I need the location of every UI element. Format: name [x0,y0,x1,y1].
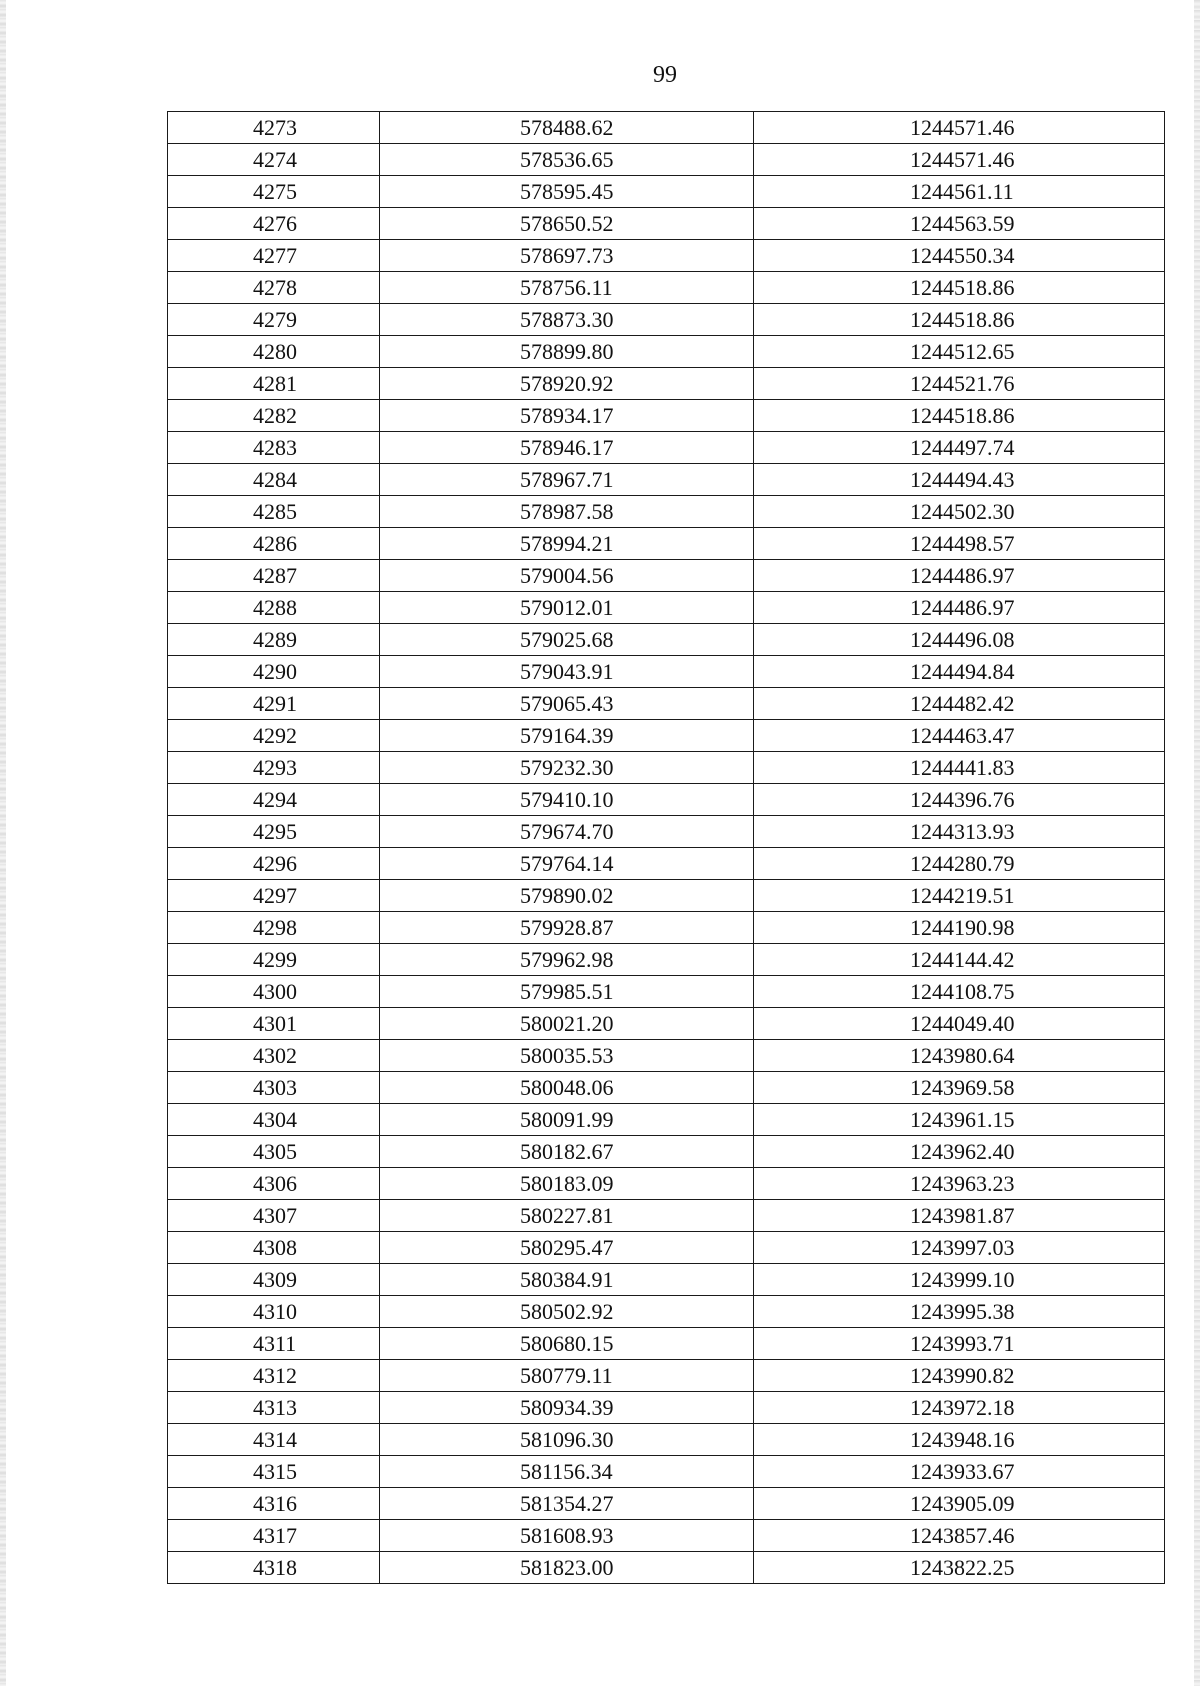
x-coordinate-cell: 579962.98 [380,944,754,976]
point-number-cell: 4290 [168,656,380,688]
x-coordinate-cell: 578650.52 [380,208,754,240]
x-coordinate-cell: 580502.92 [380,1296,754,1328]
x-coordinate-cell: 578756.11 [380,272,754,304]
y-coordinate-cell: 1244518.86 [754,304,1165,336]
y-coordinate-cell: 1243980.64 [754,1040,1165,1072]
point-number-cell: 4293 [168,752,380,784]
y-coordinate-cell: 1244521.76 [754,368,1165,400]
point-number-cell: 4294 [168,784,380,816]
table-row [168,1136,1165,1168]
table-row [168,1456,1165,1488]
y-coordinate-cell: 1244280.79 [754,848,1165,880]
table-row [168,848,1165,880]
x-coordinate-cell: 580779.11 [380,1360,754,1392]
scan-edge-left [0,0,6,1686]
y-coordinate-cell: 1244571.46 [754,144,1165,176]
y-coordinate-cell: 1244482.42 [754,688,1165,720]
table-row [168,1520,1165,1552]
table-row [168,1392,1165,1424]
table-row [168,144,1165,176]
point-number-cell: 4286 [168,528,380,560]
y-coordinate-cell: 1244497.74 [754,432,1165,464]
y-coordinate-cell: 1244486.97 [754,560,1165,592]
table-row [168,592,1165,624]
table-row [168,880,1165,912]
coordinates-table [167,111,1165,1584]
point-number-cell: 4308 [168,1232,380,1264]
y-coordinate-cell: 1244512.65 [754,336,1165,368]
table-row [168,1424,1165,1456]
y-coordinate-cell: 1244144.42 [754,944,1165,976]
table-row [168,1104,1165,1136]
y-coordinate-cell: 1243857.46 [754,1520,1165,1552]
table-row [168,1008,1165,1040]
x-coordinate-cell: 581354.27 [380,1488,754,1520]
y-coordinate-cell: 1244108.75 [754,976,1165,1008]
x-coordinate-cell: 579004.56 [380,560,754,592]
point-number-cell: 4317 [168,1520,380,1552]
y-coordinate-cell: 1243997.03 [754,1232,1165,1264]
y-coordinate-cell: 1244396.76 [754,784,1165,816]
y-coordinate-cell: 1244563.59 [754,208,1165,240]
table-row [168,816,1165,848]
x-coordinate-cell: 581156.34 [380,1456,754,1488]
x-coordinate-cell: 579985.51 [380,976,754,1008]
y-coordinate-cell: 1244518.86 [754,272,1165,304]
y-coordinate-cell: 1244502.30 [754,496,1165,528]
table-row [168,432,1165,464]
table-row [168,656,1165,688]
x-coordinate-cell: 578994.21 [380,528,754,560]
point-number-cell: 4318 [168,1552,380,1584]
point-number-cell: 4296 [168,848,380,880]
y-coordinate-cell: 1244498.57 [754,528,1165,560]
x-coordinate-cell: 578899.80 [380,336,754,368]
point-number-cell: 4299 [168,944,380,976]
point-number-cell: 4278 [168,272,380,304]
point-number-cell: 4277 [168,240,380,272]
point-number-cell: 4311 [168,1328,380,1360]
table-row [168,528,1165,560]
y-coordinate-cell: 1244494.84 [754,656,1165,688]
x-coordinate-cell: 579764.14 [380,848,754,880]
table-row [168,560,1165,592]
point-number-cell: 4304 [168,1104,380,1136]
table-row [168,208,1165,240]
y-coordinate-cell: 1243962.40 [754,1136,1165,1168]
table-row [168,1328,1165,1360]
y-coordinate-cell: 1244463.47 [754,720,1165,752]
y-coordinate-cell: 1244518.86 [754,400,1165,432]
y-coordinate-cell: 1243995.38 [754,1296,1165,1328]
y-coordinate-cell: 1243963.23 [754,1168,1165,1200]
x-coordinate-cell: 579012.01 [380,592,754,624]
x-coordinate-cell: 578536.65 [380,144,754,176]
x-coordinate-cell: 578920.92 [380,368,754,400]
table-row [168,112,1165,144]
point-number-cell: 4315 [168,1456,380,1488]
point-number-cell: 4285 [168,496,380,528]
point-number-cell: 4305 [168,1136,380,1168]
table-row [168,752,1165,784]
x-coordinate-cell: 578967.71 [380,464,754,496]
x-coordinate-cell: 580091.99 [380,1104,754,1136]
point-number-cell: 4302 [168,1040,380,1072]
table-row [168,912,1165,944]
point-number-cell: 4291 [168,688,380,720]
x-coordinate-cell: 580035.53 [380,1040,754,1072]
table-row [168,304,1165,336]
x-coordinate-cell: 580182.67 [380,1136,754,1168]
point-number-cell: 4284 [168,464,380,496]
table-row [168,368,1165,400]
point-number-cell: 4273 [168,112,380,144]
y-coordinate-cell: 1243822.25 [754,1552,1165,1584]
scan-edge-right [1194,0,1200,1686]
x-coordinate-cell: 579065.43 [380,688,754,720]
table-row [168,976,1165,1008]
table-row [168,1072,1165,1104]
table-row [168,1168,1165,1200]
y-coordinate-cell: 1243993.71 [754,1328,1165,1360]
table-row [168,1200,1165,1232]
table-row [168,1488,1165,1520]
x-coordinate-cell: 580021.20 [380,1008,754,1040]
point-number-cell: 4312 [168,1360,380,1392]
y-coordinate-cell: 1243990.82 [754,1360,1165,1392]
x-coordinate-cell: 579164.39 [380,720,754,752]
table-row [168,1040,1165,1072]
x-coordinate-cell: 580680.15 [380,1328,754,1360]
y-coordinate-cell: 1244219.51 [754,880,1165,912]
table-row [168,176,1165,208]
point-number-cell: 4281 [168,368,380,400]
y-coordinate-cell: 1244496.08 [754,624,1165,656]
y-coordinate-cell: 1244313.93 [754,816,1165,848]
y-coordinate-cell: 1244571.46 [754,112,1165,144]
y-coordinate-cell: 1243969.58 [754,1072,1165,1104]
x-coordinate-cell: 581096.30 [380,1424,754,1456]
table-row [168,1296,1165,1328]
x-coordinate-cell: 578488.62 [380,112,754,144]
x-coordinate-cell: 581823.00 [380,1552,754,1584]
point-number-cell: 4303 [168,1072,380,1104]
point-number-cell: 4275 [168,176,380,208]
y-coordinate-cell: 1243933.67 [754,1456,1165,1488]
table-row [168,1360,1165,1392]
point-number-cell: 4282 [168,400,380,432]
x-coordinate-cell: 578987.58 [380,496,754,528]
x-coordinate-cell: 578934.17 [380,400,754,432]
x-coordinate-cell: 579928.87 [380,912,754,944]
y-coordinate-cell: 1243981.87 [754,1200,1165,1232]
x-coordinate-cell: 580227.81 [380,1200,754,1232]
point-number-cell: 4307 [168,1200,380,1232]
table-row [168,336,1165,368]
y-coordinate-cell: 1244550.34 [754,240,1165,272]
table-row [168,1232,1165,1264]
point-number-cell: 4279 [168,304,380,336]
point-number-cell: 4274 [168,144,380,176]
y-coordinate-cell: 1244190.98 [754,912,1165,944]
page-number: 99 [653,62,677,88]
x-coordinate-cell: 580183.09 [380,1168,754,1200]
x-coordinate-cell: 578697.73 [380,240,754,272]
x-coordinate-cell: 579043.91 [380,656,754,688]
y-coordinate-cell: 1244486.97 [754,592,1165,624]
point-number-cell: 4298 [168,912,380,944]
y-coordinate-cell: 1244441.83 [754,752,1165,784]
point-number-cell: 4306 [168,1168,380,1200]
table-row [168,1552,1165,1584]
point-number-cell: 4289 [168,624,380,656]
point-number-cell: 4309 [168,1264,380,1296]
x-coordinate-cell: 578946.17 [380,432,754,464]
y-coordinate-cell: 1243961.15 [754,1104,1165,1136]
table-row [168,464,1165,496]
x-coordinate-cell: 581608.93 [380,1520,754,1552]
table-row [168,720,1165,752]
point-number-cell: 4297 [168,880,380,912]
x-coordinate-cell: 579410.10 [380,784,754,816]
point-number-cell: 4313 [168,1392,380,1424]
point-number-cell: 4295 [168,816,380,848]
y-coordinate-cell: 1243948.16 [754,1424,1165,1456]
y-coordinate-cell: 1243905.09 [754,1488,1165,1520]
y-coordinate-cell: 1244494.43 [754,464,1165,496]
y-coordinate-cell: 1244049.40 [754,1008,1165,1040]
table-row [168,400,1165,432]
point-number-cell: 4283 [168,432,380,464]
point-number-cell: 4276 [168,208,380,240]
y-coordinate-cell: 1243972.18 [754,1392,1165,1424]
x-coordinate-cell: 580384.91 [380,1264,754,1296]
x-coordinate-cell: 579025.68 [380,624,754,656]
point-number-cell: 4292 [168,720,380,752]
point-number-cell: 4300 [168,976,380,1008]
x-coordinate-cell: 579674.70 [380,816,754,848]
point-number-cell: 4288 [168,592,380,624]
table-row [168,272,1165,304]
point-number-cell: 4301 [168,1008,380,1040]
x-coordinate-cell: 580295.47 [380,1232,754,1264]
x-coordinate-cell: 579890.02 [380,880,754,912]
x-coordinate-cell: 578873.30 [380,304,754,336]
x-coordinate-cell: 579232.30 [380,752,754,784]
table-row [168,624,1165,656]
table-row [168,784,1165,816]
y-coordinate-cell: 1244561.11 [754,176,1165,208]
table-row [168,240,1165,272]
table-row [168,1264,1165,1296]
point-number-cell: 4314 [168,1424,380,1456]
x-coordinate-cell: 578595.45 [380,176,754,208]
point-number-cell: 4310 [168,1296,380,1328]
x-coordinate-cell: 580048.06 [380,1072,754,1104]
point-number-cell: 4287 [168,560,380,592]
coordinates-table-body [168,112,1165,1584]
table-row [168,688,1165,720]
y-coordinate-cell: 1243999.10 [754,1264,1165,1296]
table-row [168,496,1165,528]
point-number-cell: 4316 [168,1488,380,1520]
point-number-cell: 4280 [168,336,380,368]
table-row [168,944,1165,976]
x-coordinate-cell: 580934.39 [380,1392,754,1424]
